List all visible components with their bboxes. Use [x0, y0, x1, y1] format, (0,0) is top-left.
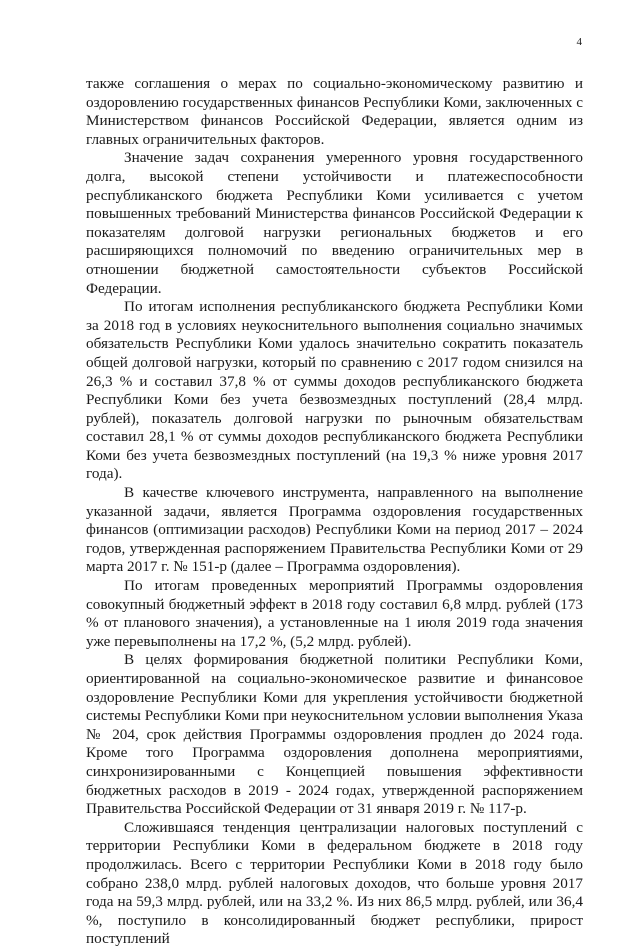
body-text: [86, 75, 583, 949]
paragraph: Значение задач сохранения умеренного уровня государственного долга, высокой степени устойчивости и платежеспособности республиканского бюджета Республики Коми усиливается с учетом повышенных требований Министерства финансов Российской Федерации к показателям долговой нагрузки региональных бюджетов и его расширяющихся полномочий по введению ограничительных мер в отношении бюджетной самостоятельности субъектов Российской Федерации.: [86, 149, 583, 297]
page-number: 4: [576, 36, 582, 48]
paragraph: По итогам проведенных мероприятий Программы оздоровления совокупный бюджетный эффект в 2018 году составил 6,8 млрд. рублей (173 % от планового значения), а установленные на 1 июля 2019 года значения уже перевыполнены на 17,2 %, (5,2 млрд. рублей).: [86, 577, 583, 650]
paragraph: В целях формирования бюджетной политики Республики Коми, ориентированной на социально-экономическое развитие и финансовое оздоровление Республики Коми для укрепления устойчивости бюджетной системы Республики Коми при неукоснительном условии выполнения Указа № 204, срок действия Программы оздоровления продлен до 2024 года. Кроме того Программа оздоровления дополнена мероприятиями, синхронизированными с Концепцией повышения эффективности бюджетных расходов в 2019 - 2024 годах, утвержденной распоряжением Правительства Российской Федерации от 31 января 2019 г. № 117-р.: [86, 651, 583, 818]
paragraph: По итогам исполнения республиканского бюджета Республики Коми за 2018 год в условиях неукоснительного выполнения социально значимых обязательств Республики Коми удалось значительно сократить показатель общей долговой нагрузки, который по сравнению с 2017 годом снизился на 26,3 % и составил 37,8 % от суммы доходов республиканского бюджета Республики Коми без учета безвозмездных поступлений (28,4 млрд. рублей), показатель долговой нагрузки по рыночным обязательствам составил 28,1 % от суммы доходов республиканского бюджета Республики Коми без учета безвозмездных поступлений (на 19,3 % ниже уровня 2017 года).: [86, 298, 583, 483]
paragraph: также соглашения о мерах по социально-экономическому развитию и оздоровлению государственных финансов Республики Коми, заключенных с Министерством финансов Российской Федерации, является одним из главных ограничительных факторов.: [86, 75, 583, 148]
paragraph: Сложившаяся тенденция централизации налоговых поступлений с территории Республики Коми в федеральном бюджете в 2018 году продолжилась. Всего с территории Республики Коми в 2018 году было собрано 238,0 млрд. рублей налоговых доходов, что больше уровня 2017 года на 59,3 млрд. рублей, или на 33,2 %. Из них 86,5 млрд. рублей, или 36,4 %, поступило в консолидированный бюджет республики, прирост поступлений: [86, 818, 583, 948]
paragraph: В качестве ключевого инструмента, направленного на выполнение указанной задачи, является Программа оздоровления государственных финансов (оптимизации расходов) Республики Коми на период 2017 – 2024 годов, утвержденная распоряжением Правительства Республики Коми от 29 марта 2017 г. № 151-р (далее – Программа оздоровления).: [86, 484, 583, 576]
